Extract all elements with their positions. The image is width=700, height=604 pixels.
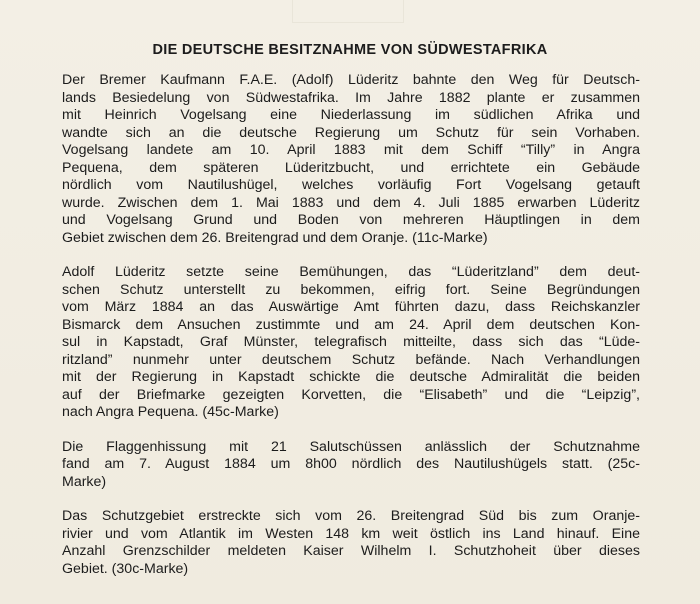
emboss-mark xyxy=(292,0,404,23)
text-line: Das Schutzgebiet erstreckte sich vom 26. Breitengrad Süd bis zum Oranje- xyxy=(62,508,640,524)
text-line: Die Flaggenhissung mit 21 Salutschüssen anlässlich der Schutznahme xyxy=(62,438,640,455)
text-line: Vogelsang landete am 10. April 1883 mit dem Schiff “Tilly” in Angra xyxy=(62,142,640,158)
text-line: Der Bremer Kaufmann F.A.E. (Adolf) Lüderitz bahnte den Weg für Deutsch- xyxy=(62,72,640,88)
text-line: mit Heinrich Vogelsang eine Niederlassung im südlichen Afrika und xyxy=(62,107,640,123)
text-line: fand am 7. August 1884 um 8h00 nördlich des Nautilushügels statt. (25c- xyxy=(62,456,640,472)
text-line: sul in Kapstadt, Graf Münster, telegrafisch mitteilte, dass sich das “Lüde- xyxy=(62,334,640,350)
text-line: Adolf Lüderitz setzte seine Bemühungen, das “Lüderitzland” dem deut- xyxy=(62,264,640,280)
paragraph xyxy=(62,264,640,422)
text-line: Bismarck dem Ansuchen zustimmte und am 24. April dem deutschen Kon- xyxy=(62,316,640,333)
text-line: ritzland” nunmehr unter deutschem Schutz befände. Nach Verhandlungen xyxy=(62,351,640,368)
text-line: mit der Regierung in Kapstadt schickte die deutsche Admiralität die beiden xyxy=(62,369,640,385)
text-line: schen Schutz unterstellt zu bekommen, eifrig fort. Seine Begründungen xyxy=(62,281,640,298)
text-line: Gebiet zwischen dem 26. Breitengrad und dem Oranje. (11c-Marke) xyxy=(62,229,488,246)
text-line: nach Angra Pequena. (45c-Marke) xyxy=(62,404,279,420)
paragraph xyxy=(62,72,640,247)
text-line: auf der Briefmarke gezeigten Korvetten, die “Elisabeth” und die “Leipzig”, xyxy=(62,386,640,403)
paragraph xyxy=(62,508,640,578)
text-line: rivier und vom Atlantik im Westen 148 km weit östlich ins Land hinauf. Eine xyxy=(62,525,640,542)
text-line: wandte sich an die deutsche Regierung um Schutz für sein Vorhaben. xyxy=(62,124,640,141)
text-line: Gebiet. (30c-Marke) xyxy=(62,560,189,577)
text-line: nördlich vom Nautilushügel, welches vorläufig Fort Vogelsang getauft xyxy=(62,177,640,193)
text-line: Pequena, dem späteren Lüderitzbucht, und errichtete ein Gebäude xyxy=(62,159,640,176)
text-line: wurde. Zwischen dem 1. Mai 1883 und dem 4. Juli 1885 erwarben Lüderitz xyxy=(62,194,640,211)
text-line: und Vogelsang Grund und Boden von mehreren Häuptlingen in dem xyxy=(62,212,640,228)
text-line: lands Besiedelung von Südwestafrika. Im Jahre 1882 plante er zusammen xyxy=(62,89,640,106)
paragraph xyxy=(62,439,640,492)
text-line: Marke) xyxy=(62,473,107,490)
document-body xyxy=(62,72,640,595)
text-line: Anzahl Grenzschilder meldeten Kaiser Wilhelm I. Schutzhoheit über dieses xyxy=(62,543,640,559)
page-title: DIE DEUTSCHE BESITZNAHME VON SÜDWESTAFRIKA xyxy=(152,42,548,58)
text-line: vom März 1884 an das Auswärtige Amt führten dazu, dass Reichskanzler xyxy=(62,299,640,315)
